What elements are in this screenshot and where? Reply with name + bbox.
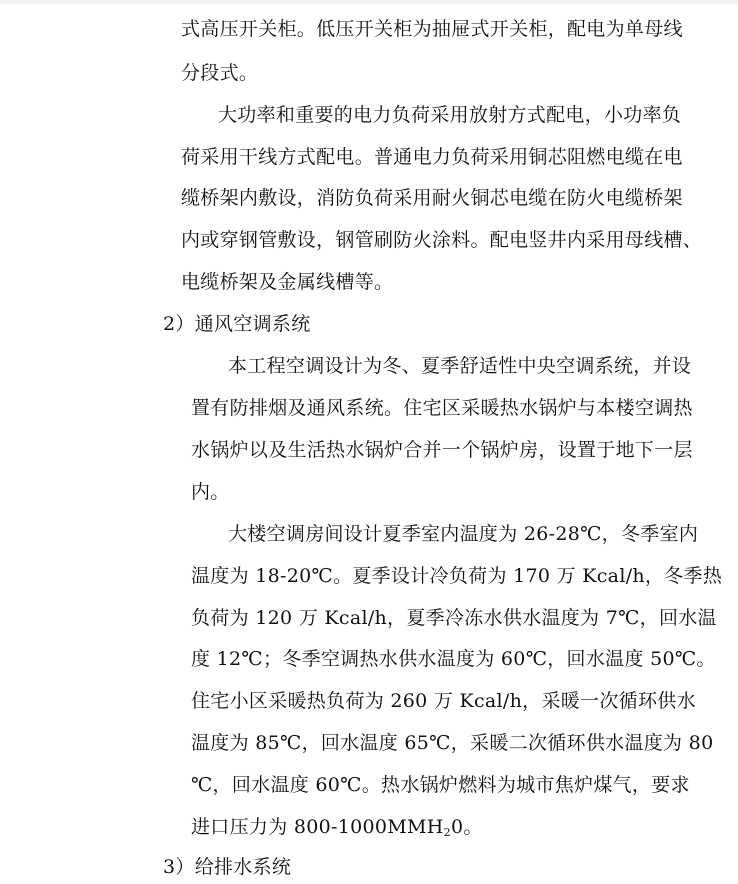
page-top-edge bbox=[0, 0, 738, 4]
paragraph-line: 置有防排烟及通风系统。住宅区采暖热水锅炉与本楼空调热 bbox=[191, 397, 693, 419]
paragraph-line: 内。 bbox=[191, 481, 230, 503]
paragraph-line: 分段式。 bbox=[181, 62, 259, 84]
paragraph-line: 温度为 85℃，回水温度 65℃，采暖二次循环供水温度为 80 bbox=[191, 732, 714, 754]
paragraph-line: 荷采用干线方式配电。普通电力负荷采用铜芯阻燃电缆在电 bbox=[181, 146, 683, 168]
subscript-text: 2 bbox=[443, 826, 451, 839]
text-segment: 进口压力为 800-1000MMH bbox=[191, 816, 444, 838]
paragraph-line: 内或穿钢管敷设，钢管刷防火涂料。配电竖井内采用母线槽、 bbox=[181, 229, 703, 251]
paragraph-line: 式高压开关柜。低压开关柜为抽屉式开关柜，配电为单母线 bbox=[181, 18, 683, 40]
paragraph-line bbox=[191, 815, 483, 845]
paragraph-line: 本工程空调设计为冬、夏季舒适性中央空调系统，并设 bbox=[228, 355, 692, 377]
paragraph-line: 度 12℃；冬季空调热水供水温度为 60℃，回水温度 50℃。 bbox=[191, 648, 716, 670]
paragraph-line: 负荷为 120 万 Kcal/h，夏季冷冻水供水温度为 7℃，回水温 bbox=[191, 607, 717, 629]
section-heading: 3）给排水系统 bbox=[163, 856, 292, 878]
text-segment: 0。 bbox=[450, 816, 483, 838]
paragraph-line: 住宅小区采暖热负荷为 260 万 Kcal/h，采暖一次循环供水 bbox=[191, 690, 696, 712]
section-heading: 2）通风空调系统 bbox=[163, 313, 311, 335]
paragraph-line: ℃，回水温度 60℃。热水锅炉燃料为城市焦炉煤气，要求 bbox=[191, 774, 690, 796]
paragraph-line: 电缆桥架及金属线槽等。 bbox=[181, 271, 394, 293]
paragraph-line: 大功率和重要的电力负荷采用放射方式配电，小功率负 bbox=[218, 104, 682, 126]
paragraph-line: 水锅炉以及生活热水锅炉合并一个锅炉房，设置于地下一层 bbox=[191, 439, 693, 461]
paragraph-line: 大楼空调房间设计夏季室内温度为 26-28℃，冬季室内 bbox=[228, 523, 699, 545]
paragraph-line: 缆桥架内敷设，消防负荷采用耐火铜芯电缆在防火电缆桥架 bbox=[181, 187, 683, 209]
paragraph-line: 温度为 18-20℃。夏季设计冷负荷为 170 万 Kcal/h，冬季热 bbox=[191, 565, 723, 587]
